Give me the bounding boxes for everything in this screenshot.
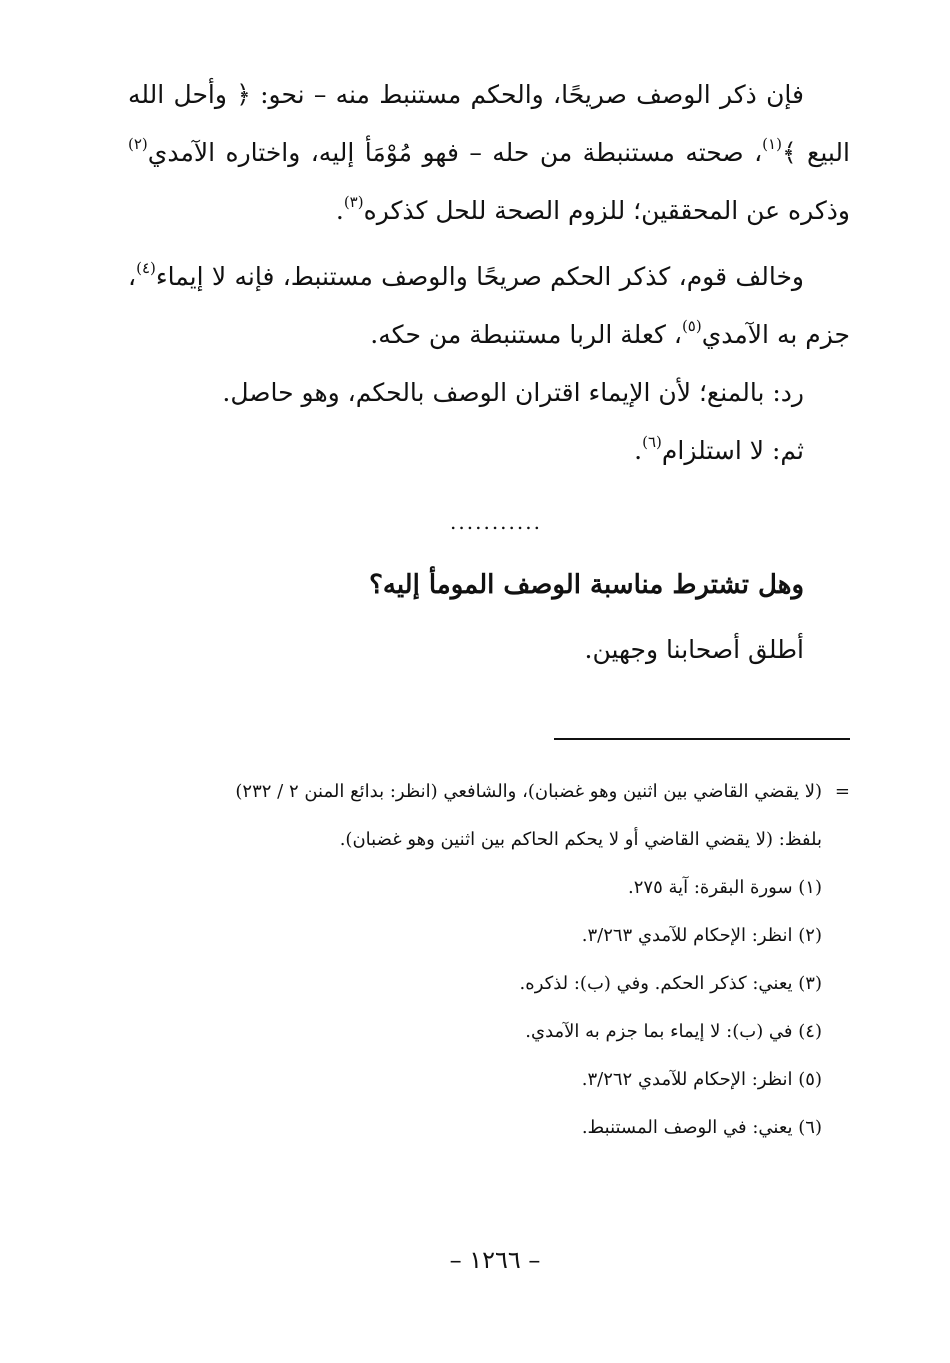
footnote-text: (٣) يعني: كذكر الحكم. وفي (ب): لذكره. (519, 973, 822, 994)
footnote-6 (90, 1104, 850, 1152)
footnote-text: (٥) انظر: الإحكام للآمدي ٣/٢٦٢. (581, 1069, 822, 1090)
footnote-5 (90, 1056, 850, 1104)
paragraph-conclusion (128, 422, 850, 480)
footnote-3 (90, 960, 850, 1008)
footnote-ref-3: (٣) (343, 193, 364, 211)
paragraph-text: ، جزم به الآمدي (128, 262, 850, 349)
footnote-ref-2: (٢) (128, 135, 148, 153)
page-number: – ١٢٦٦ – (449, 1246, 541, 1274)
footnote-text: (١) سورة البقرة: آية ٢٧٥. (628, 877, 822, 898)
paragraph-rebuttal (128, 364, 850, 422)
footnote-divider (554, 738, 850, 740)
footnote-text: بلفظ: (لا يقضي القاضي أو لا يحكم الحاكم بين اثنين وهو غضبان). (339, 829, 822, 850)
section-separator: ........... (450, 510, 542, 534)
paragraph-text: . (335, 196, 344, 225)
footnote-continuation (90, 816, 850, 864)
paragraph-text: ، كعلة الربا مستنبطة من حكه. (370, 320, 682, 349)
paragraph-text: ثم: لا استلزام (661, 436, 804, 465)
paragraph-text: وخالف قوم، كذكر الحكم صريحًا والوصف مستنبط، فإنه لا إيماء (155, 262, 804, 291)
footnote-text: (٦) يعني: في الوصف المستنبط. (581, 1117, 822, 1138)
paragraph-text: . (634, 436, 643, 465)
footnote-2 (90, 912, 850, 960)
footnote-4 (90, 1008, 850, 1056)
footnote-ref-1: (١) (762, 135, 782, 153)
main-text (128, 66, 850, 480)
paragraph-text: فإن ذكر الوصف صريحًا، والحكم مستنبط منه – نحو: ﴿ وأحل الله البيع ﴾ (128, 80, 850, 167)
footnote-text: (٤) في (ب): لا إيماء بما جزم به الآمدي. (525, 1021, 822, 1042)
section-heading: وهل تشترط مناسبة الوصف المومأ إليه؟ (369, 570, 804, 600)
footnote-1 (90, 864, 850, 912)
footnotes (90, 768, 850, 1152)
footnote-continuation (90, 768, 850, 816)
footnote-ref-5: (٥) (681, 317, 702, 335)
paragraph-disagreement (128, 248, 850, 364)
paragraph-text: وذكره عن المحققين؛ للزوم الصحة للحل كذكره (363, 196, 850, 225)
section-answer: أطلق أصحابنا وجهين. (584, 635, 804, 664)
footnote-ref-6: (٦) (642, 433, 662, 451)
footnote-text: (لا يقضي القاضي بين اثنين وهو غضبان)، والشافعي (انظر: بدائع المنن ٢ / ٢٣٢) (235, 781, 822, 802)
paragraph-explicit-description (128, 66, 850, 240)
paragraph-text: رد: بالمنع؛ لأن الإيماء اقتران الوصف بالحكم، وهو حاصل. (222, 378, 804, 407)
paragraph-text: ، صحته مستنبطة من حله – فهو مُوْمَأ إليه، واختاره الآمدي (147, 138, 763, 167)
continuation-mark: = (834, 781, 850, 802)
footnote-ref-4: (٤) (136, 259, 156, 277)
footnote-text: (٢) انظر: الإحكام للآمدي ٣/٢٦٣. (581, 925, 822, 946)
